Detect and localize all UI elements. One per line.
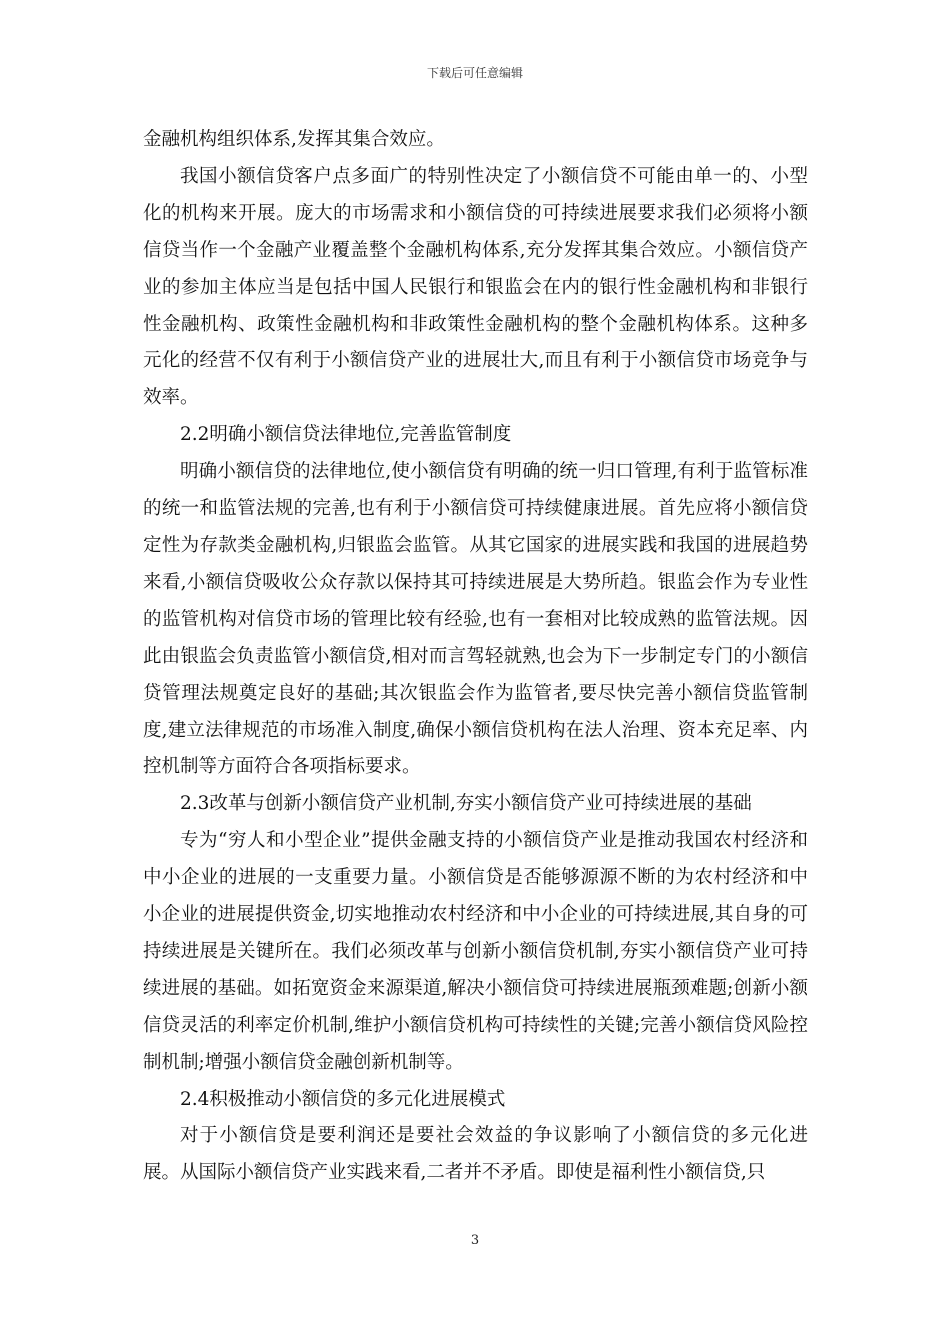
body-text [143, 122, 808, 1192]
paragraph: 对于小额信贷是要利润还是要社会效益的争议影响了小额信贷的多元化进展。从国际小额信贷产业实践来看,二者并不矛盾。即使是福利性小额信贷,只 [143, 1125, 808, 1184]
section-heading-2-3: 2.3改革与创新小额信贷产业机制,夯实小额信贷产业可持续进展的基础 [180, 793, 752, 815]
paragraph: 专为“穷人和小型企业”提供金融支持的小额信贷产业是推动我国农村经济和中小企业的进展的一支重要力量。小额信贷是否能够源源不断的为农村经济和中小企业的进展提供资金,切实地推动农村经济和中小企业的可持续进展,其自身的可持续进展是关键所在。我们必须改革与创新小额信贷机制,夯实小额信贷产业可持续进展的基础。如拓宽资金来源渠道,解决小额信贷可持续进展瓶颈难题;创新小额信贷灵活的利率定价机制,维护小额信贷机构可持续性的关键;完善小额信贷风险控制机制;增强小额信贷金融创新机制等。 [143, 830, 808, 1073]
header-note: 下载后可任意编辑 [426, 66, 523, 80]
paragraph-continuation: 金融机构组织体系,发挥其集合效应。 [143, 129, 445, 150]
page-number: 3 [470, 1233, 480, 1248]
section-heading-2-4: 2.4积极推动小额信贷的多元化进展模式 [180, 1088, 506, 1110]
paragraph: 我国小额信贷客户点多面广的特别性决定了小额信贷不可能由单一的、小型化的机构来开展。庞大的市场需求和小额信贷的可持续进展要求我们必须将小额信贷当作一个金融产业覆盖整个金融机构体系,充分发挥其集合效应。小额信贷产业的参加主体应当是包括中国人民银行和银监会在内的银行性金融机构和非银行性金融机构、政策性金融机构和非政策性金融机构的整个金融机构体系。这种多元化的经营不仅有利于小额信贷产业的进展壮大,而且有利于小额信贷市场竞争与效率。 [143, 165, 808, 409]
paragraph: 明确小额信贷的法律地位,使小额信贷有明确的统一归口管理,有利于监管标准的统一和监管法规的完善,也有利于小额信贷可持续健康进展。首先应将小额信贷定性为存款类金融机构,归银监会监管。从其它国家的进展实践和我国的进展趋势来看,小额信贷吸收公众存款以保持其可持续进展是大势所趋。银监会作为专业性的监管机构对信贷市场的管理比较有经验,也有一套相对比较成熟的监管法规。因此由银监会负责监管小额信贷,相对而言驾轻就熟,也会为下一步制定专门的小额信贷管理法规奠定良好的基础;其次银监会作为监管者,要尽快完善小额信贷监管制度,建立法律规范的市场准入制度,确保小额信贷机构在法人治理、资本充足率、内控机制等方面符合各项指标要求。 [143, 461, 808, 778]
section-heading-2-2: 2.2明确小额信贷法律地位,完善监管制度 [180, 424, 512, 446]
